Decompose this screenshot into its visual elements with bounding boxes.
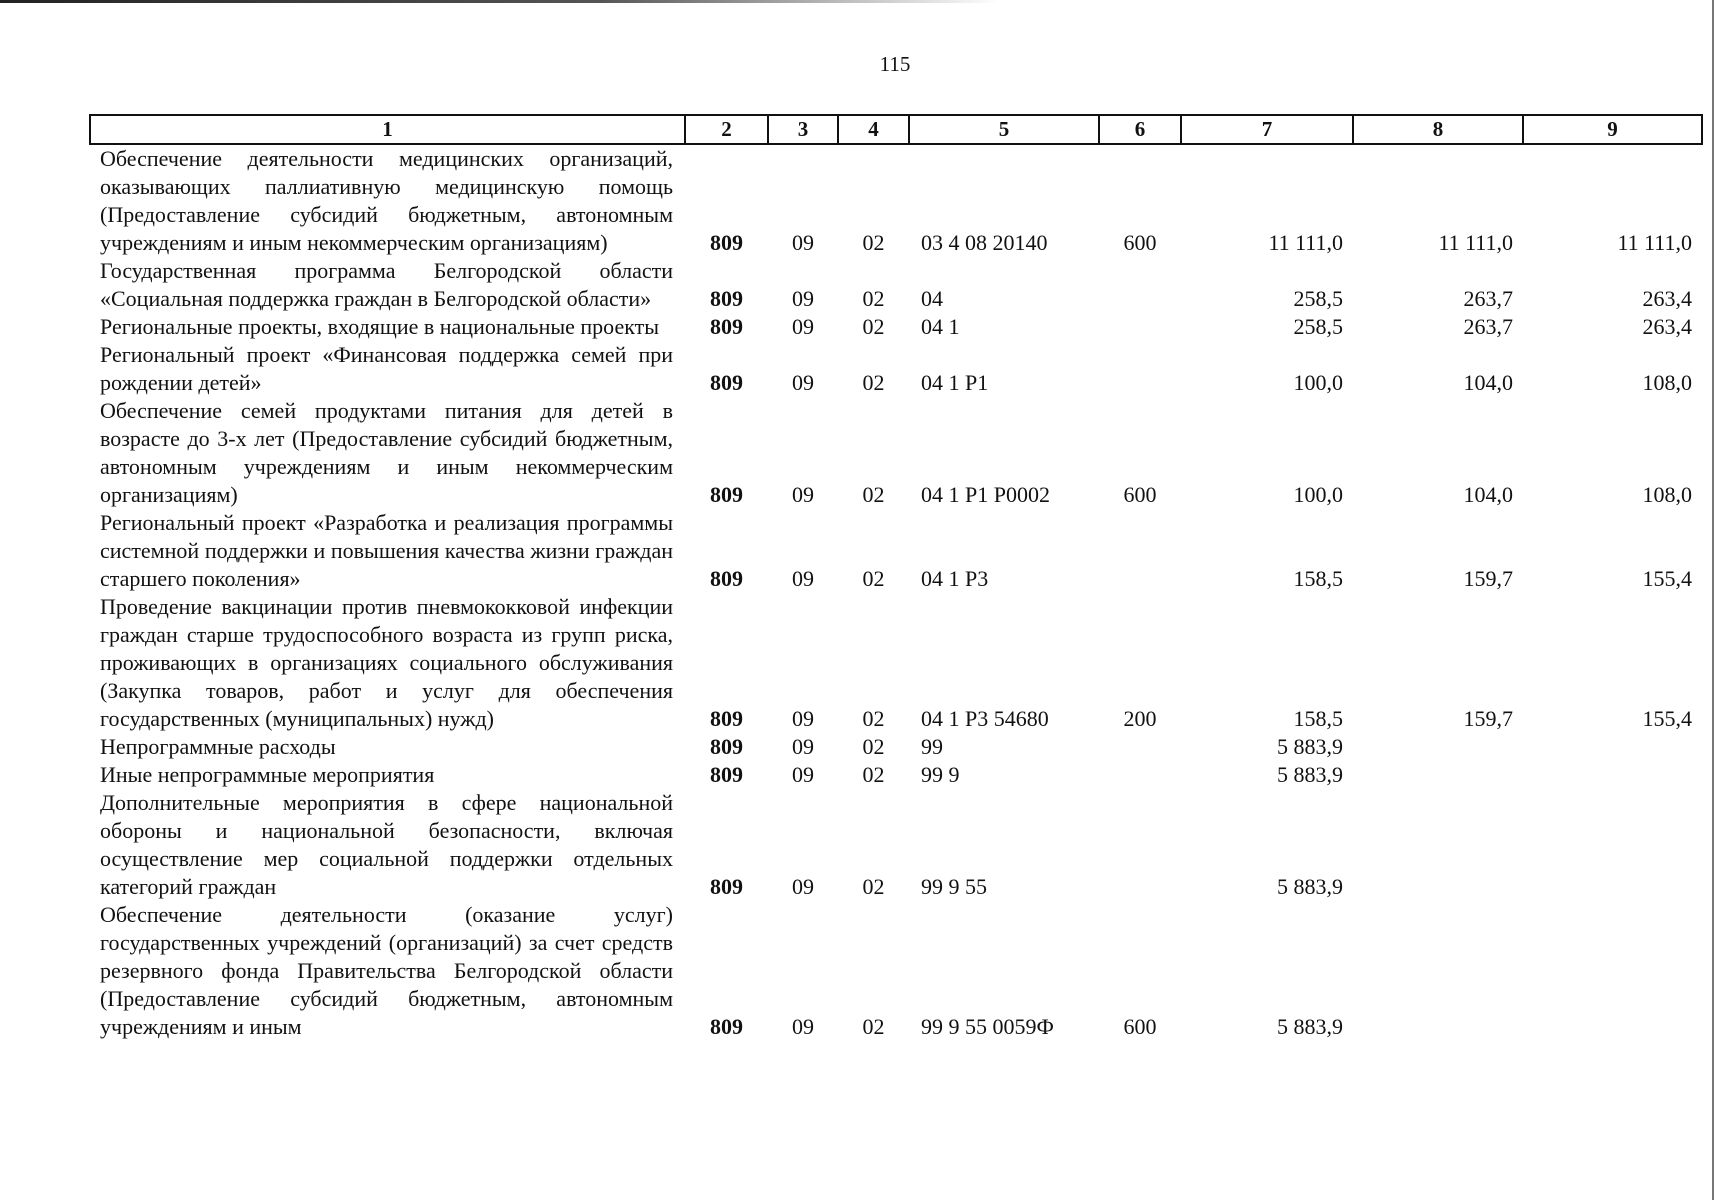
row-subsection: 02 xyxy=(862,762,885,787)
row-amount-col8: 263,7 xyxy=(1463,314,1513,339)
column-header-1: 1 xyxy=(90,115,685,144)
row-amount-col9: 11 111,0 xyxy=(1617,230,1692,255)
row-amount-col9: 155,4 xyxy=(1642,706,1692,731)
column-header-5: 5 xyxy=(909,115,1099,144)
column-header-7: 7 xyxy=(1181,115,1353,144)
row-description: Региональные проекты, входящие в национальные проекты xyxy=(100,314,660,339)
row-admin-code: 809 xyxy=(710,286,743,311)
table-row xyxy=(90,144,1702,257)
row-amount-col8: 159,7 xyxy=(1463,706,1513,731)
row-section: 09 xyxy=(792,1014,814,1039)
row-subsection: 02 xyxy=(862,566,885,591)
row-subsection: 02 xyxy=(862,874,885,899)
row-admin-code: 809 xyxy=(710,566,743,591)
row-target-article: 99 9 55 0059Ф xyxy=(921,1014,1054,1039)
row-amount-col8 xyxy=(1353,733,1523,761)
row-admin-code: 809 xyxy=(710,370,743,395)
row-amount-col9: 108,0 xyxy=(1642,370,1692,395)
row-expense-type xyxy=(1099,313,1181,341)
column-header-3: 3 xyxy=(768,115,838,144)
row-target-article: 99 9 xyxy=(921,762,960,787)
row-target-article: 04 1 P3 xyxy=(921,566,989,591)
column-header-9: 9 xyxy=(1523,115,1702,144)
row-target-article: 03 4 08 20140 xyxy=(921,230,1048,255)
row-admin-code: 809 xyxy=(710,706,743,731)
row-admin-code: 809 xyxy=(710,482,743,507)
row-amount-col9 xyxy=(1523,761,1702,789)
row-amount-col7: 11 111,0 xyxy=(1268,230,1343,255)
row-amount-col7: 100,0 xyxy=(1293,370,1343,395)
page-number: 115 xyxy=(879,52,911,76)
table-row xyxy=(90,789,1702,901)
table-row xyxy=(90,761,1702,789)
row-amount-col9: 263,4 xyxy=(1642,286,1692,311)
row-expense-type: 600 xyxy=(1123,230,1157,255)
row-target-article: 04 1 P3 54680 xyxy=(921,706,1049,731)
row-expense-type: 200 xyxy=(1123,706,1157,731)
row-amount-col7: 5 883,9 xyxy=(1277,1014,1343,1039)
row-subsection: 02 xyxy=(862,370,885,395)
row-section: 09 xyxy=(792,874,814,899)
row-section: 09 xyxy=(792,566,814,591)
row-amount-col7: 258,5 xyxy=(1293,314,1343,339)
table-header-row xyxy=(90,115,1702,144)
row-amount-col9: 108,0 xyxy=(1642,482,1692,507)
row-amount-col7: 158,5 xyxy=(1293,706,1343,731)
row-target-article: 99 9 55 xyxy=(921,874,987,899)
table-body xyxy=(90,144,1702,1041)
row-amount-col8: 104,0 xyxy=(1463,370,1513,395)
row-section: 09 xyxy=(792,286,814,311)
row-amount-col7: 100,0 xyxy=(1293,482,1343,507)
row-amount-col7: 5 883,9 xyxy=(1277,874,1343,899)
column-header-8: 8 xyxy=(1353,115,1523,144)
table-row xyxy=(90,509,1702,593)
row-amount-col7: 5 883,9 xyxy=(1277,734,1343,759)
row-amount-col7: 5 883,9 xyxy=(1277,762,1343,787)
row-amount-col9 xyxy=(1523,789,1702,901)
table-row xyxy=(90,901,1702,1041)
row-expense-type xyxy=(1099,733,1181,761)
column-header-6: 6 xyxy=(1099,115,1181,144)
row-description: Региональный проект «Финансовая поддержка семей при рождении детей» xyxy=(100,342,673,395)
row-expense-type: 600 xyxy=(1123,1014,1157,1039)
row-amount-col9: 263,4 xyxy=(1642,314,1692,339)
row-subsection: 02 xyxy=(862,706,885,731)
table-row xyxy=(90,313,1702,341)
scan-artifact-line xyxy=(0,0,1000,3)
row-section: 09 xyxy=(792,706,814,731)
row-section: 09 xyxy=(792,230,814,255)
row-amount-col7: 258,5 xyxy=(1293,286,1343,311)
row-expense-type xyxy=(1099,257,1181,313)
row-description: Обеспечение деятельности (оказание услуг) государственных учреждений (организаций) за счет средств резервного фонда Правительства Белгородской области (Предоставление субсидий бюджетным, автономным учреждениям и иным xyxy=(100,902,673,1039)
row-expense-type xyxy=(1099,509,1181,593)
row-admin-code: 809 xyxy=(710,1014,743,1039)
row-description: Проведение вакцинации против пневмококковой инфекции граждан старше трудоспособного возраста из групп риска, проживающих в организациях социального обслуживания (Закупка товаров, работ и услуг для обеспечения государственных (муниципальных) нужд) xyxy=(100,594,673,731)
row-admin-code: 809 xyxy=(710,874,743,899)
row-amount-col8: 11 111,0 xyxy=(1438,230,1513,255)
row-section: 09 xyxy=(792,762,814,787)
table-row xyxy=(90,341,1702,397)
row-subsection: 02 xyxy=(862,1014,885,1039)
row-section: 09 xyxy=(792,482,814,507)
row-amount-col9 xyxy=(1523,733,1702,761)
row-amount-col7: 158,5 xyxy=(1293,566,1343,591)
row-amount-col8 xyxy=(1353,901,1523,1041)
row-subsection: 02 xyxy=(862,230,885,255)
row-description: Иные непрограммные мероприятия xyxy=(100,762,435,787)
row-target-article: 04 xyxy=(921,286,943,311)
row-description: Дополнительные мероприятия в сфере национальной обороны и национальной безопасности, включая осуществление мер социальной поддержки отдельных категорий граждан xyxy=(100,790,673,899)
row-description: Региональный проект «Разработка и реализация программы системной поддержки и повышения качества жизни граждан старшего поколения» xyxy=(100,510,673,591)
table-row xyxy=(90,397,1702,509)
row-subsection: 02 xyxy=(862,286,885,311)
table-row xyxy=(90,733,1702,761)
row-amount-col9: 155,4 xyxy=(1642,566,1692,591)
row-subsection: 02 xyxy=(862,314,885,339)
row-section: 09 xyxy=(792,314,814,339)
row-amount-col9 xyxy=(1523,901,1702,1041)
row-expense-type: 600 xyxy=(1123,482,1157,507)
row-expense-type xyxy=(1099,341,1181,397)
row-expense-type xyxy=(1099,789,1181,901)
row-amount-col8 xyxy=(1353,789,1523,901)
row-target-article: 04 1 P1 xyxy=(921,370,989,395)
table-row xyxy=(90,593,1702,733)
table-row xyxy=(90,257,1702,313)
row-amount-col8: 104,0 xyxy=(1463,482,1513,507)
row-target-article: 04 1 P1 P0002 xyxy=(921,482,1050,507)
row-admin-code: 809 xyxy=(710,314,743,339)
row-expense-type xyxy=(1099,761,1181,789)
column-header-2: 2 xyxy=(685,115,768,144)
row-subsection: 02 xyxy=(862,734,885,759)
row-section: 09 xyxy=(792,734,814,759)
row-description: Государственная программа Белгородской области «Социальная поддержка граждан в Белгородской области» xyxy=(100,258,673,311)
row-section: 09 xyxy=(792,370,814,395)
row-description: Обеспечение семей продуктами питания для детей в возрасте до 3-х лет (Предоставление субсидий бюджетным, автономным учреждениям и иным некоммерческим организациям) xyxy=(100,398,673,507)
row-description: Обеспечение деятельности медицинских организаций, оказывающих паллиативную медицинскую помощь (Предоставление субсидий бюджетным, автономным учреждениям и иным некоммерческим организациям) xyxy=(100,146,673,255)
budget-table xyxy=(89,114,1703,1041)
row-amount-col8 xyxy=(1353,761,1523,789)
row-amount-col8: 263,7 xyxy=(1463,286,1513,311)
row-target-article: 04 1 xyxy=(921,314,960,339)
row-amount-col8: 159,7 xyxy=(1463,566,1513,591)
row-target-article: 99 xyxy=(921,734,943,759)
row-admin-code: 809 xyxy=(710,734,743,759)
column-header-4: 4 xyxy=(838,115,909,144)
row-admin-code: 809 xyxy=(710,230,743,255)
row-admin-code: 809 xyxy=(710,762,743,787)
row-subsection: 02 xyxy=(862,482,885,507)
row-description: Непрограммные расходы xyxy=(100,734,336,759)
